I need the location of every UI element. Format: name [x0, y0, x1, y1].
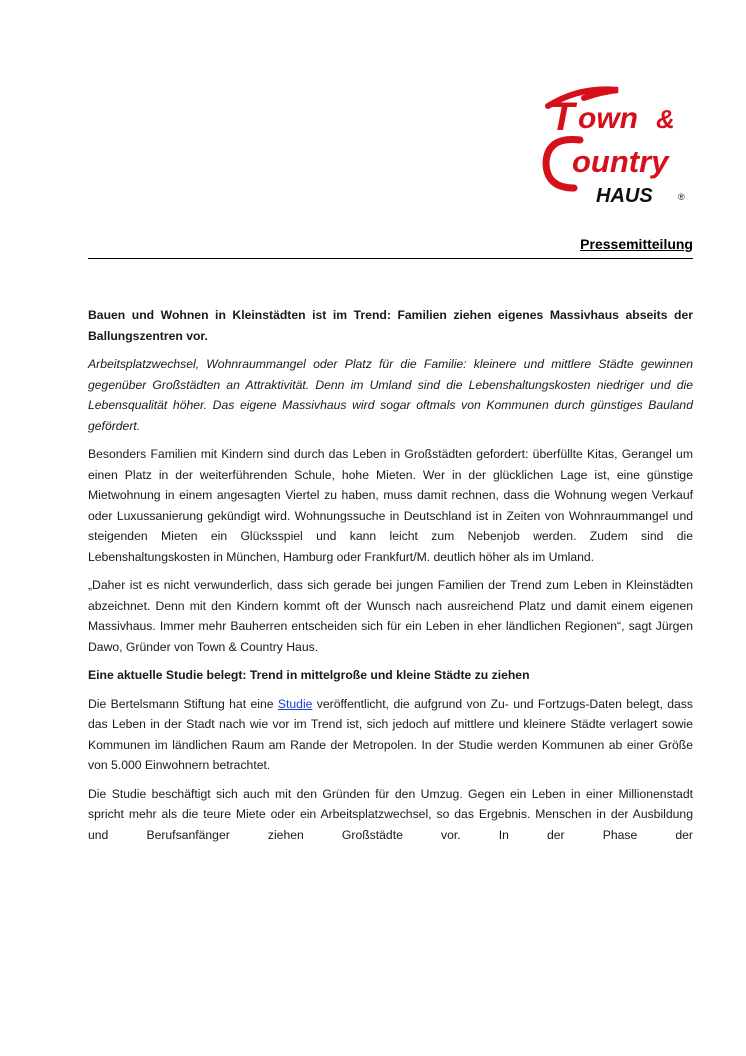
paragraph-3: [88, 694, 693, 776]
paragraph-4: Die Studie beschäftigt sich auch mit den Gründen für den Umzug. Gegen ein Leben in einer Millionenstadt spricht mehr als die teure Miete oder ein Arbeitsplatzwechsel, so das Ergebnis. Menschen in der Ausbildung und Berufsanfänger ziehen Großstädte vor. In der Phase der: [88, 786, 693, 842]
town-country-haus-logo: [540, 84, 700, 214]
paragraph-3-start: Die Bertelsmann Stiftung hat eine: [88, 696, 278, 711]
logo-graphic: [540, 84, 700, 214]
svg-text:ountry: ountry: [572, 144, 669, 179]
studie-link[interactable]: Studie: [277, 696, 313, 711]
article-body: [88, 305, 693, 853]
paragraph-2: „Daher ist es nicht verwunderlich, dass sich gerade bei jungen Familien der Trend zum Leben in Kleinstädten abzeichnet. Denn mit den Kindern kommt oft der Wunsch nach ausreichend Platz und damit einem eigenen Massivhaus. Immer mehr Bauherren entscheiden sich für ein Leben in eher ländlichen Regionen“, sagt Jürgen Dawo, Gründer von Town & Country Haus.: [88, 578, 693, 654]
article-subheading: Eine aktuelle Studie belegt: Trend in mittelgroße und kleine Städte zu ziehen: [88, 668, 530, 682]
header-rule: [88, 232, 693, 259]
paragraph-3-end: veröffentlicht, die aufgrund von Zu- und Fortzugs-Daten belegt, dass das Leben in der Stadt nach wie vor im Trend ist, sich jedoch auf mittlere und kleinere Städte verlagert sowie Kommunen im ländlichen Raum am Rande der Metropolen. In der Studie werden Kommunen ab einer Größe von 5.000 Einwohnern betrachtet.: [88, 696, 693, 772]
svg-text:®: ®: [678, 192, 685, 202]
svg-text:&: &: [656, 104, 675, 134]
article-intro: Arbeitsplatzwechsel, Wohnraummangel oder Platz für die Familie: kleinere und mittlere Städte gewinnen gegenüber Großstädten an Attraktivität. Denn im Umland sind die Lebenshaltungskosten niedriger und die Lebensqualität höher. Das eigene Massivhaus wird sogar oftmals von Kommunen durch günstiges Bauland gefördert.: [88, 357, 693, 433]
svg-text:HAUS: HAUS: [596, 185, 653, 207]
svg-text:own: own: [578, 102, 638, 135]
page-title: Pressemitteilung: [580, 236, 693, 252]
svg-text:T: T: [550, 95, 575, 139]
paragraph-1: Besonders Familien mit Kindern sind durch das Leben in Großstädten gefordert: überfüllte Kitas, Gerangel um einen Platz in der weiterführenden Schule, hohe Mieten. Wer in der glücklichen Lage ist, eine günstige Mietwohnung in einem angesagten Viertel zu haben, muss damit rechnen, dass die Wohnung wegen Verkauf oder Luxussanierung gekündigt wird. Wohnungssuche in Deutschland ist in Zeiten von Wohnraummangel und steigenden Mieten ein Glücksspiel und kann leicht zum Nebenjob werden. Zudem sind die Lebenshaltungskosten in München, Hamburg oder Frankfurt/M. deutlich höher als im Umland.: [88, 447, 693, 564]
article-headline: Bauen und Wohnen in Kleinstädten ist im Trend: Familien ziehen eigenes Massivhaus abseits der Ballungszentren vor.: [88, 308, 693, 343]
